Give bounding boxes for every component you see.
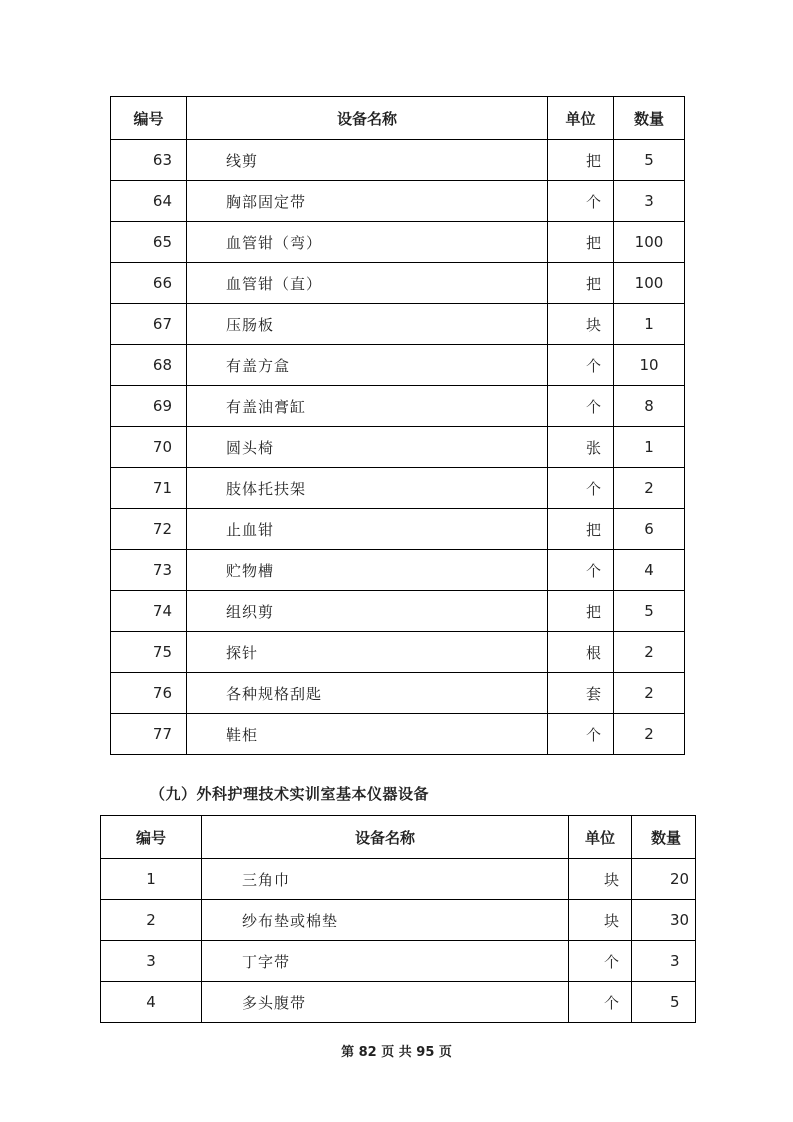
header-unit: 单位 [548,97,614,140]
table-row [111,222,685,263]
cell-name: 三角巾 [202,859,569,900]
section-title: （九）外科护理技术实训室基本仪器设备 [150,785,430,803]
table-row [101,982,696,1023]
cell-name: 血管钳（弯） [187,222,548,263]
cell-num: 2 [101,900,202,941]
cell-qty: 5 [614,140,685,181]
cell-unit: 个 [548,550,614,591]
cell-name: 纱布垫或棉垫 [202,900,569,941]
cell-qty: 3 [632,941,696,982]
cell-num: 66 [111,263,187,304]
cell-num: 68 [111,345,187,386]
cell-qty: 30 [632,900,696,941]
cell-name: 贮物槽 [187,550,548,591]
cell-name: 圆头椅 [187,427,548,468]
cell-name: 血管钳（直） [187,263,548,304]
cell-num: 70 [111,427,187,468]
cell-unit: 把 [548,509,614,550]
cell-num: 64 [111,181,187,222]
cell-unit: 把 [548,591,614,632]
cell-name: 多头腹带 [202,982,569,1023]
cell-num: 71 [111,468,187,509]
header-num: 编号 [111,97,187,140]
table-row [111,386,685,427]
cell-name: 止血钳 [187,509,548,550]
cell-num: 1 [101,859,202,900]
table-body [111,140,685,755]
cell-name: 探针 [187,632,548,673]
cell-num: 67 [111,304,187,345]
cell-unit: 把 [548,222,614,263]
cell-num: 76 [111,673,187,714]
table-row [111,263,685,304]
cell-unit: 个 [569,982,632,1023]
cell-name: 压肠板 [187,304,548,345]
cell-qty: 10 [614,345,685,386]
cell-unit: 个 [548,386,614,427]
table-row [111,304,685,345]
cell-num: 63 [111,140,187,181]
table-body [101,859,696,1023]
table-row [101,859,696,900]
cell-name: 有盖油膏缸 [187,386,548,427]
table-row [111,714,685,755]
cell-unit: 个 [548,714,614,755]
cell-name: 胸部固定带 [187,181,548,222]
cell-name: 有盖方盒 [187,345,548,386]
cell-unit: 把 [548,263,614,304]
cell-name: 鞋柜 [187,714,548,755]
cell-name: 各种规格刮匙 [187,673,548,714]
cell-qty: 4 [614,550,685,591]
table-row [111,345,685,386]
cell-unit: 套 [548,673,614,714]
cell-num: 4 [101,982,202,1023]
table-row [111,140,685,181]
cell-unit: 个 [548,181,614,222]
cell-name: 丁字带 [202,941,569,982]
cell-qty: 3 [614,181,685,222]
page-footer: 第 82 页 共 95 页 [341,1045,452,1060]
cell-qty: 100 [614,263,685,304]
table-row [101,900,696,941]
cell-qty: 2 [614,714,685,755]
header-name: 设备名称 [187,97,548,140]
table-row [111,550,685,591]
cell-unit: 块 [548,304,614,345]
header-qty: 数量 [614,97,685,140]
cell-qty: 100 [614,222,685,263]
table-row [111,591,685,632]
table-row [111,427,685,468]
cell-name: 肢体托扶架 [187,468,548,509]
table-row [111,673,685,714]
cell-unit: 把 [548,140,614,181]
equipment-table-2 [100,815,696,1023]
cell-name: 组织剪 [187,591,548,632]
cell-num: 75 [111,632,187,673]
header-name: 设备名称 [202,816,569,859]
cell-unit: 块 [569,859,632,900]
table-row [111,509,685,550]
cell-qty: 5 [632,982,696,1023]
cell-qty: 6 [614,509,685,550]
cell-num: 73 [111,550,187,591]
table-row [111,632,685,673]
header-qty: 数量 [632,816,696,859]
header-unit: 单位 [569,816,632,859]
cell-num: 3 [101,941,202,982]
cell-unit: 个 [569,941,632,982]
header-num: 编号 [101,816,202,859]
cell-qty: 2 [614,632,685,673]
cell-num: 74 [111,591,187,632]
cell-qty: 2 [614,673,685,714]
cell-qty: 5 [614,591,685,632]
cell-qty: 1 [614,427,685,468]
cell-num: 65 [111,222,187,263]
cell-unit: 块 [569,900,632,941]
cell-qty: 8 [614,386,685,427]
cell-unit: 根 [548,632,614,673]
table-row [111,468,685,509]
cell-name: 线剪 [187,140,548,181]
cell-qty: 20 [632,859,696,900]
cell-qty: 1 [614,304,685,345]
cell-unit: 个 [548,468,614,509]
table-header-row [111,97,685,140]
cell-qty: 2 [614,468,685,509]
table-row [101,941,696,982]
cell-unit: 个 [548,345,614,386]
equipment-table-1 [110,96,685,755]
cell-num: 69 [111,386,187,427]
cell-num: 77 [111,714,187,755]
table-header-row [101,816,696,859]
cell-unit: 张 [548,427,614,468]
table-row [111,181,685,222]
cell-num: 72 [111,509,187,550]
